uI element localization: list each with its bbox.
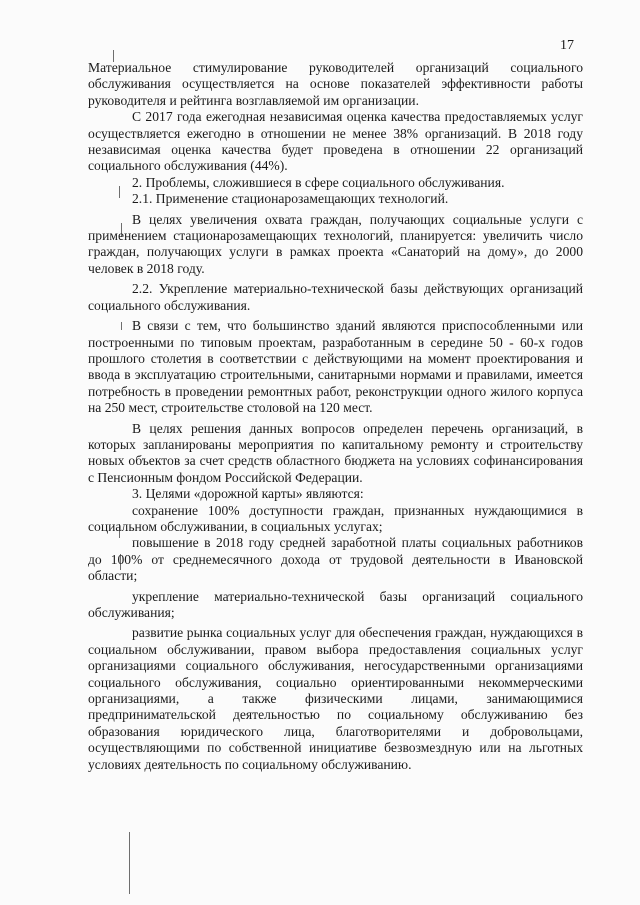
heading-section-2-1: 2.1. Применение стационарозамещающих технологий. (132, 191, 449, 207)
heading-section-2-2: 2.2. Укрепление материально-технической базы действующих организаций социального обслуживания. (88, 281, 583, 313)
page-number: 17 (560, 38, 574, 53)
paragraph-buildings: В связи с тем, что большинство зданий являются приспособленными или построенными по типовым проектам, разработанным в середине 50 - 60-х годов прошлого столетия в соответствии с действующими на момент проектирования и ввода в эксплуатацию строительными, санитарными нормами и правилами, имеется потребность в проведении ремонтных работ, реконструкции одного жилого корпуса на 250 мест, строительстве столовой на 120 мест. (88, 318, 583, 416)
goal-salary: повышение в 2018 году средней заработной платы социальных работников до 100% от среднемесячного дохода от трудовой деятельности в Ивановской области; (88, 535, 583, 584)
margin-mark (129, 832, 130, 894)
paragraph-home-care: В целях увеличения охвата граждан, получающих социальные услуги с применением стационарозамещающих технологий, планируется: увеличить число граждан, получающих услуги в рамках проекта «Санаторий на дому», до 2000 человек в 2018 году. (88, 211, 583, 276)
goal-accessibility: сохранение 100% доступности граждан, признанных нуждающимися в социальном обслуживании, в социальных услугах; (88, 502, 583, 534)
goal-market-development: развитие рынка социальных услуг для обеспечения граждан, нуждающихся в социальном обслуживании, правом выбора предоставления социальных услуг организациями социального обслуживания, негосударственными организациями социального обслуживания, социально ориентированными некоммерческими организациями, а также физическими лицами, занимающимися предпринимательской деятельностью по социальному обслуживанию без образования юридического лица, благотворителями и добровольцами, осуществляющими по собственной инициативе безвозмездную или на льготных условиях деятельность по социальному обслуживанию. (88, 625, 583, 772)
paragraph-funding: В целях решения данных вопросов определен перечень организаций, в которых запланированы мероприятия по капитальному ремонту и строительству новых объектов за счет средств областного бюджета на условиях софинансирования с Пенсионным фондом Российской Федерации. (88, 420, 583, 485)
heading-section-3: 3. Целями «дорожной карты» являются: (132, 486, 364, 502)
paragraph-quality-assessment: С 2017 года ежегодная независимая оценка качества предоставляемых услуг осуществляется ежегодно в отношении не менее 38% организаций. В 2018 году независимая оценка качества будет проведена в отношении 22 организаций социального обслуживания (44%). (88, 109, 583, 174)
paragraph-stimulation: Материальное стимулирование руководителей организаций социального обслуживания осуществляется на основе показателей эффективности работы руководителя и рейтинга возглавляемой им организации. (88, 60, 583, 108)
heading-section-2: 2. Проблемы, сложившиеся в сфере социального обслуживания. (132, 174, 505, 190)
document-body (88, 60, 583, 773)
goal-infrastructure: укрепление материально-технической базы организаций социального обслуживания; (88, 588, 583, 620)
